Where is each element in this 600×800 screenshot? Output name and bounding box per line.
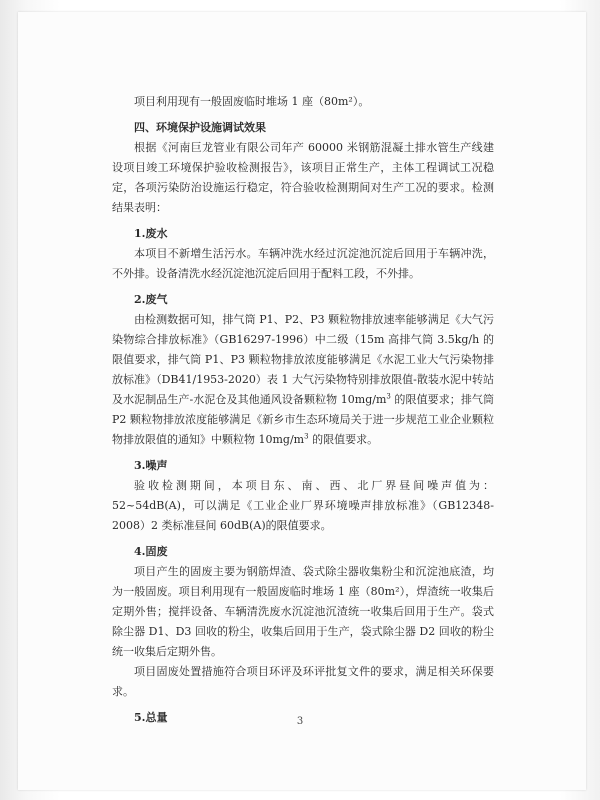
exhaust-text-part-2: 的限值要求；排气筒 P2 颗粒物排放浓度能够满足《新乡市生态环境局关于进一步规范工业企业颗粒物排放限值的通知》中颗粒物 10mg/m	[112, 393, 494, 446]
noise-text: 验收检测期间，本项目东、南、西、北厂界昼间噪声值为：52~54dB(A)，可以满足《工业企业厂界环境噪声排放标准》（GB12348-2008）2 类标准昼间 60dB(A)的限值要求。	[112, 479, 494, 532]
exhaust-superscript-2: 3	[304, 432, 309, 441]
exhaust-text-part-3: 的限值要求。	[308, 433, 379, 446]
exhaust-heading: 2.废气	[134, 293, 168, 306]
intro-line: 项目利用现有一般固废临时堆场 1 座（80m²）。	[134, 95, 370, 108]
wastewater-heading: 1.废水	[134, 227, 168, 240]
section-intro: 根据《河南巨龙管业有限公司年产 60000 米钢筋混凝土排水管生产线建设项目竣工环境保护验收检测报告》，该项目正常生产，主体工程调试工况稳定，各项污染防治设施运行稳定，符合验收检测期间对生产工况的要求。检测结果表明：	[112, 141, 494, 214]
exhaust-text	[112, 310, 494, 450]
solid-waste-heading: 4.固废	[134, 545, 168, 558]
exhaust-superscript-1: 3	[386, 392, 391, 401]
wastewater-text: 本项目不新增生活污水。车辆冲洗水经过沉淀池沉淀后回用于车辆冲洗，不外排。设备清洗水经沉淀池沉淀后回用于配料工段，不外排。	[112, 247, 494, 280]
noise-heading: 3.噪声	[134, 459, 168, 472]
document-body	[112, 92, 494, 728]
page-number: 3	[296, 716, 304, 727]
solid-waste-text-2: 项目固废处置措施符合项目环评及环评批复文件的要求，满足相关环保要求。	[112, 665, 494, 698]
solid-waste-text-1: 项目产生的固废主要为钢筋焊渣、袋式除尘器收集粉尘和沉淀池底渣，均为一般固废。项目利用现有一般固废临时堆场 1 座（80m²），焊渣统一收集后定期外售；搅拌设备、车辆清洗废水沉淀池沉渣统一收集后回用于生产。袋式除尘器 D1、D3 回收的粉尘，收集后回用于生产，袋式除尘器 D2 回收的粉尘统一收集后定期外售。	[112, 565, 494, 658]
section-heading: 四、环境保护设施调试效果	[134, 121, 266, 134]
summary-heading: 5.总量	[134, 711, 168, 724]
exhaust-text-part-1: 由检测数据可知，排气筒 P1、P2、P3 颗粒物排放速率能够满足《大气污染物综合排放标准》（GB16297-1996）中二级（15m 高排气筒 3.5kg/h 的限值要求，排气筒 P1、P3 颗粒物排放浓度能够满足《水泥工业大气污染物排放标准》（DB41/1953-2020）表 1 大气污染物特别排放限值-散装水泥中转站及水泥制品生产-水泥仓及其他通风设备颗粒物 10mg/m	[112, 313, 494, 406]
